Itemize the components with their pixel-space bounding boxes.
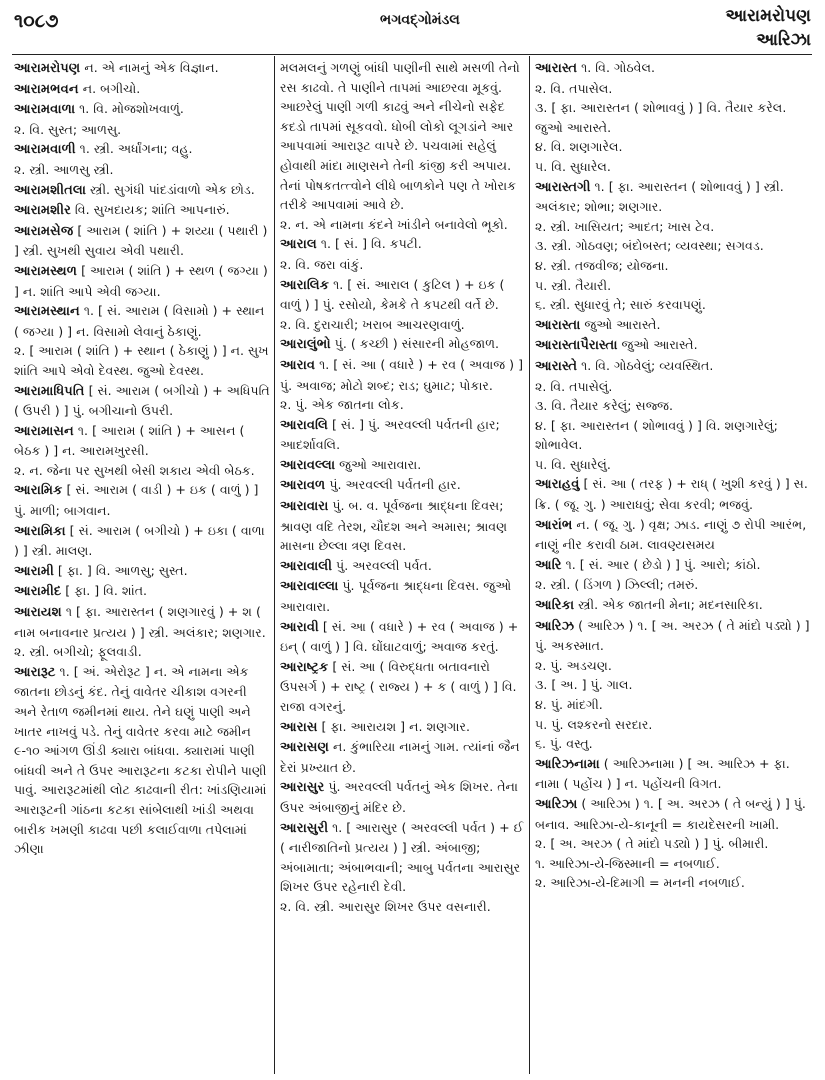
guide-word-first: આરામરોપણ: [725, 6, 811, 26]
dictionary-entry: [535, 474, 811, 514]
definition: ૨. [ આરામ ( શાંતિ ) + સ્થાન ( ઠેકાણું ) ] ન. સુખ શાંતિ આપે એવો દેવસ્થ. જુઓ દેવસ્થ.: [14, 343, 269, 378]
dictionary-entry: [535, 416, 811, 455]
dictionary-entry: [280, 315, 525, 335]
headword: આરાલિક: [280, 277, 330, 293]
definition: [ સં. આ ( વધારે ) + રવ ( અવાજ ) + ઇન્ ( વાળું ) ] વિ. ઘોંઘાટવાળું; અવાજ કરતું.: [280, 618, 519, 655]
dictionary-entry: [535, 377, 811, 397]
dictionary-entry: [14, 521, 270, 561]
definition: [ સં. આ ( તરફ ) + રાધ્ ( ખુશી કરવું ) ] સ. ક્રિ. ( જૂ. ગુ. ) આરાધવું; સેવા કરવી; ભજવું.: [535, 476, 808, 513]
headword: આરામભવન: [14, 81, 79, 97]
dictionary-entry: [535, 575, 811, 595]
definition: ૬. સ્ત્રી. સુધારવું તે; સારું કરવાપણું.: [535, 297, 706, 313]
definition: પું. અરવલ્લી પર્વતનું એક શિખર. તેના ઉપર અંબાજીનું મંદિર છે.: [280, 779, 519, 815]
definition: ૧. [ સં. આર ( છેડો ) ] પું. આરો; કાંઠો.: [565, 556, 761, 572]
dictionary-entry: [535, 58, 811, 79]
dictionary-entry: [535, 873, 811, 893]
dictionary-entry: [535, 854, 811, 874]
definition: ( આરિઝ ) ૧. [ અ. અરઝ ( તે માંદો પડ્યો ) ] પું. અકસ્માત.: [535, 617, 810, 654]
definition: ૨. ન. એ નામના કંદને ખાંડીને બનાવેલો ભૂકો.: [280, 216, 508, 232]
guide-word-last: આરિઝા: [756, 30, 811, 50]
headword: આરાસુરી: [280, 820, 329, 836]
definition: [ આરામ ( શાંતિ ) + શય્યા ( પથારી ) ] સ્ત્રી. સુખથી સુવાય એવી પથારી.: [14, 222, 268, 259]
dictionary-entry: [14, 79, 270, 100]
dictionary-entry: [280, 395, 525, 415]
dictionary-entry: [535, 794, 811, 834]
dictionary-entry: [280, 818, 525, 897]
headword: આરામસ્થાન: [14, 304, 80, 320]
definition: ૧. આરિઝા-યે-જિસ્માની = નબળાઈ.: [535, 855, 720, 871]
dictionary-entry: [14, 120, 270, 140]
dictionary-entry: [14, 461, 270, 481]
definition: ૧ [ ફા. આરાસ્તન ( શણગારવું ) + શ ( નામ બનાવનાર પ્રત્યય ) ] સ્ત્રી. અલંકાર; શણગાર.: [14, 604, 266, 640]
column-2: [280, 58, 525, 1076]
definition: સ્ત્રી. એક જાતની મેના; મદનસારિકા.: [578, 597, 763, 613]
dictionary-entry: [14, 662, 270, 859]
headword: આરાવાલ્લા: [280, 579, 339, 595]
dictionary-entry: [535, 236, 811, 256]
dictionary-entry: [535, 675, 811, 695]
definition: ૫. વિ. સુધારેલું.: [535, 456, 611, 472]
dictionary-entry: [535, 217, 811, 237]
headword: આરિઝા: [535, 796, 578, 812]
headword: આરાવ: [280, 357, 316, 373]
definition: પું. ( કચ્છી ) સંસારની મોહજાળ.: [334, 336, 500, 352]
headword: આરામશીર: [14, 203, 71, 219]
headword: આરાવલ્લા: [280, 457, 336, 473]
dictionary-entry: [535, 695, 811, 715]
dictionary-entry: [280, 777, 525, 817]
dictionary-entry: [280, 234, 525, 255]
dictionary-entry: [280, 275, 525, 315]
definition: ૨. પું. અડચણ.: [535, 657, 612, 673]
definition: પું. અરવલ્લી પર્વત.: [336, 557, 432, 573]
definition: ૧. [ આરામ ( શાંતિ ) + આસન ( બેઠક ) ] ન. આરામખુરસી.: [14, 422, 245, 459]
dictionary-entry: [280, 496, 525, 556]
headword: આરાસ્તગી: [535, 179, 591, 195]
definition: ૫. વિ. સુધારેલ.: [535, 158, 611, 174]
dictionary-entry: [14, 480, 270, 520]
dictionary-entry: [535, 356, 811, 377]
dictionary-entry: [14, 261, 270, 301]
definition: ( આરિઝનામા ) [ અ. આરિઝ + ફા. નામા ( પહોંચ ) ] ન. પહોંચની વિગત.: [535, 755, 790, 792]
dictionary-entry: [280, 255, 525, 275]
headword: આરિકા: [535, 598, 575, 614]
definition: ૨. સ્ત્રી. ( ડિંગળ ) ઝિલ્લી; તમરું.: [535, 577, 699, 593]
dictionary-entry: [14, 221, 270, 261]
definition: ૨. પું. એક જાતના લોક.: [280, 397, 404, 413]
definition: ૧. [ સં. આ ( વધારે ) + રવ ( અવાજ ) ] પું. અવાજ; મોટો શબ્દ; રાડ; ઘુમાટ; પોકાર.: [280, 356, 524, 393]
dictionary-entry: [280, 455, 525, 476]
dictionary-entry: [14, 180, 270, 201]
dictionary-entry: [280, 215, 525, 235]
definition: ૧. [ સં. ] વિ. કપટી.: [320, 236, 422, 252]
definition: [ ફા. ] વિ. આળસુ; સુસ્ત.: [57, 562, 188, 578]
dictionary-entry: [280, 576, 525, 616]
definition: ૩. [ ફા. આરાસ્તન ( શોભાવવું ) ] વિ. તૈયાર કરેલ. જુઓ આરાસ્તે.: [535, 100, 787, 135]
dictionary-entry: [535, 315, 811, 336]
dictionary-entry: [535, 616, 811, 656]
dictionary-entry: [14, 381, 270, 421]
definition: સ્ત્રી. સુગંધી પાંદડાંવાળો એક છોડ.: [90, 181, 255, 197]
headword: આરાહવું: [535, 477, 580, 493]
definition: જુઓ આરાવારા.: [339, 456, 422, 472]
dictionary-entry: [280, 897, 525, 917]
definition: ૨. સ્ત્રી. બગીચો; ફૂલવાડી.: [14, 644, 142, 660]
dictionary-entry: [14, 301, 270, 341]
headword: આરામીદ: [14, 584, 62, 600]
dictionary-entry: [14, 642, 270, 662]
column-1: [14, 58, 270, 1076]
dictionary-entry: [14, 561, 270, 582]
dictionary-entry: [14, 581, 270, 602]
dictionary-entry: [280, 355, 525, 395]
headword: આરાવળ: [280, 478, 326, 494]
definition: ૧. [ અં. એરોરૂટ ] ન. એ નામના એક જાતના છોડનું કંદ. તેનું વાવેતર ચીકાશ વગરની અને રેતાળ જમીનમાં થાય. તેને ઘણું પાણી અને ખાતર નાખવું પડે. તેનું વાવેતર કરવા માટે જમીન ૯-૧૦ આંગળ ઊંડી ક્યારા બાંધવા. ક્યારામાં પાણી બાંધવી અને તે ઉપર આરારૂટના કટકા રોપીને પાણી પાવું. આરારૂટમાંથી લોટ કાઢવાની રીત: ખાંડણિયામાં આરારૂટની ગાંઠના કટકા સાંબેલાથી ખાંડી અથવા બારીક ખમણી કાઢવા પછી કલાઈવાળા તપેલામાં ઝીણા: [14, 663, 267, 857]
headword: આરાલ: [280, 237, 317, 253]
definition: [ સં. આ ( વિરુદ્ધતા બતાવનારો ઉપસર્ગ ) + રાષ્ટ્ર ( રાજ્ય ) + ક ( વાળું ) ] વિ. રાજા વગરનું.: [280, 658, 517, 714]
dictionary-entry: [280, 657, 525, 717]
definition: ૬. પું. વસ્તુ.: [535, 736, 593, 752]
headword: આરાસણ: [280, 740, 330, 756]
headword: આરાલુંભો: [280, 337, 331, 353]
dictionary-entry: [535, 555, 811, 576]
dictionary-entry: [535, 834, 811, 854]
headword: આરાસ્તે: [535, 358, 578, 374]
headword: આરામરોપણ: [14, 61, 81, 76]
dictionary-entry: [280, 556, 525, 577]
headword: આરામસ્થળ: [14, 263, 78, 279]
definition: ( આરિઝા ) ૧. [ અ. અરઝ ( તે બન્યું ) ] પું. બનાવ. આરિઝા-યે-કાનૂની = કાયદેસરની ખામી.: [535, 795, 806, 832]
dictionary-entry: [535, 396, 811, 416]
headword: આરામાસન: [14, 423, 74, 439]
definition: ૧. સ્ત્રી. અર્ધાંગના; વહુ.: [79, 141, 193, 157]
headword: આરાંભ: [535, 517, 573, 533]
definition: ૨. સ્ત્રી. ખાસિયત; આદત; ખાસ ટેવ.: [535, 218, 715, 234]
dictionary-entry: [14, 200, 270, 221]
definition: ૨. આરિઝા-યે-દિમાગી = મનની નબળાઈ.: [535, 875, 745, 891]
headword: આરિઝ: [535, 618, 575, 634]
headword: આરામી: [14, 563, 54, 579]
dictionary-entry: [535, 256, 811, 276]
dictionary-entry: [14, 341, 270, 380]
dictionary-entry: [535, 177, 811, 217]
definition: ૪. સ્ત્રી. તજવીજ; યોજના.: [535, 257, 669, 273]
definition: ૨. વિ. તપાસેલું.: [535, 378, 613, 394]
header-rule: [12, 54, 812, 55]
headword: આરાસ્તા: [535, 317, 581, 333]
definition: ૪. વિ. શણગારેલ.: [535, 139, 623, 155]
headword: આરારૂટ: [14, 664, 56, 680]
headword: આરામશીતલા: [14, 182, 87, 198]
definition: [ આરામ ( શાંતિ ) + સ્થળ ( જગ્યા ) ] ન. શાંતિ આપે એવી જગ્યા.: [14, 262, 268, 299]
definition: જુઓ આરાસ્તે.: [584, 316, 661, 332]
definition: ૧. વિ. ગોઠવેલ.: [581, 60, 656, 75]
definition: ૨. વિ. દુરાચારી; ખરાબ આચરણવાળું.: [280, 316, 465, 332]
headword: આરાવારા: [280, 499, 329, 515]
dictionary-entry: [14, 99, 270, 120]
definition: ૨. સ્ત્રી. આળસુ સ્ત્રી.: [14, 161, 114, 177]
dictionary-entry: [14, 58, 270, 79]
definition: ૧. [ આરાસુર ( અરવલ્લી પર્વત ) + ઈ ( નારીજાતિનો પ્રત્યય ) ] સ્ત્રી. અંબાજી; અંબામાતા; અંબાભવાની; આબુ પર્વતના આરાસુર શિખર ઉપર રહેનારી દેવી.: [280, 819, 524, 895]
definition: પું. પૂર્વજના શ્રાદ્ધના દિવસ. જુઓ આરાવારા.: [280, 578, 512, 615]
definition: જુઓ આરાસ્તે.: [621, 337, 698, 353]
definition: ૧. વિ. મોજશોખવાળું.: [79, 101, 184, 117]
definition: વિ. સુખદાયક; શાંતિ આપનારું.: [74, 202, 230, 218]
dictionary-entry: [535, 157, 811, 177]
dictionary-entry: [535, 754, 811, 794]
headword: આરિ: [535, 557, 562, 573]
definition: ૩. સ્ત્રી. ગોઠવણ; બંદોબસ્ત; વ્યવસ્થા; સગવડ.: [535, 238, 764, 254]
dictionary-entry: [535, 515, 811, 555]
running-title: ભગવદ્ગોમંડલ: [380, 12, 460, 28]
headword: આરાવલિ: [280, 417, 328, 433]
page-header: [0, 0, 825, 60]
definition: ન. ( જૂ. ગુ. ) વૃક્ષ; ઝાડ. નાણું ૭ રોપી આરંભ, નાણું નીર કરાવી ઠામ. લાવણ્યસમય: [535, 516, 807, 553]
dictionary-entry: [280, 334, 525, 355]
definition: ૨. વિ. સ્ત્રી. આરાસુર શિખર ઉપર વસનારી.: [280, 898, 491, 914]
headword: આરાસ: [280, 719, 318, 735]
headword: આરાવાલી: [280, 558, 333, 574]
headword: આરામવાળી: [14, 142, 76, 158]
definition: ૨. ન. જેના પર સુખથી બેસી શકાય એવી બેઠક.: [14, 462, 255, 478]
column-3: [535, 58, 811, 1076]
dictionary-entry: [280, 415, 525, 455]
headword: આરાવી: [280, 619, 319, 635]
dictionary-entry: [280, 475, 525, 496]
definition: [ ફા. આરાયશ ] ન. શણગાર.: [321, 718, 470, 734]
headword: આરામવાળા: [14, 102, 76, 118]
definition: ૫. પું. લશ્કરનો સરદાર.: [535, 716, 653, 732]
dictionary-entry: [535, 276, 811, 296]
headword: આરાસ્ત: [535, 61, 578, 76]
column-divider: [274, 56, 275, 1074]
definition: [ સં. આરામ ( બગીચો ) + અધિપતિ ( ઉપરી ) ] પું. બગીચાનો ઉપરી.: [14, 382, 270, 419]
definition: પું. અરવલ્લી પર્વતની હાર.: [329, 477, 461, 493]
definition: [ સં. આરામ ( બગીચો ) + ઇકા ( વાળા ) ] સ્ત્રી. માલણ.: [14, 522, 265, 559]
headword: આરામિક: [14, 483, 63, 499]
headword: આરામિકા: [14, 523, 66, 539]
dictionary-entry: [535, 455, 811, 475]
definition: પું. બ. વ. પૂર્વજના શ્રાદ્ધના દિવસ; શ્રાવણ વદિ તેરશ, ચૌદશ અને અમાસ; શ્રાવણ માસના છેલ્લા ત્રણ દિવસ.: [280, 498, 508, 554]
dictionary-entry: [535, 595, 811, 616]
definition: ૧. [ સં. આરામ ( વિસામો ) + સ્થાન ( જગ્યા ) ] ન. વિસામો લેવાનું ઠેકાણું.: [14, 303, 265, 339]
dictionary-entry: [535, 656, 811, 676]
column-divider: [529, 56, 530, 1074]
dictionary-entry: [535, 137, 811, 157]
definition: ૨. [ અ. અરઝ ( તે માંદો પડ્યો ) ] પું. બીમારી.: [535, 836, 769, 852]
definition: ૧. [ ફા. આરાસ્તન ( શોભાવવું ) ] સ્ત્રી. અલંકાર; શોભા; શણગાર.: [535, 178, 784, 215]
definition: ૪. [ ફા. આરાસ્તન ( શોભાવવું ) ] વિ. શણગારેલું; શોભાવેલ.: [535, 417, 778, 453]
dictionary-entry: [535, 98, 811, 137]
dictionary-entry: [535, 295, 811, 315]
dictionary-entry: [535, 734, 811, 754]
dictionary-entry: [14, 160, 270, 180]
definition: ન. કુંભારિયા નામનું ગામ. ત્યાંનાં જૈન દેરાં પ્રખ્યાત છે.: [280, 739, 520, 775]
dictionary-entry: [14, 602, 270, 642]
definition: ૩. [ અ. ] પું. ગાલ.: [535, 677, 633, 693]
definition: ૧. વિ. ગોઠવેલું; વ્યવસ્થિત.: [581, 357, 714, 373]
dictionary-entry: [14, 139, 270, 160]
dictionary-entry: [280, 617, 525, 657]
definition: [ સં. આરામ ( વાડી ) + ઇક ( વાળું ) ] પું. માળી; બાગવાન.: [14, 482, 259, 519]
headword: આરાયશ: [14, 605, 62, 621]
definition: ૫. સ્ત્રી. તૈયારી.: [535, 277, 612, 293]
page-number: ૧૦૮૭: [14, 10, 59, 32]
dictionary-entry: [280, 737, 525, 777]
dictionary-entry: [14, 421, 270, 461]
definition: ૩. વિ. તૈયાર કરેલું; સજ્જ.: [535, 398, 674, 414]
definition: [ ફા. ] વિ. શાંત.: [65, 583, 148, 599]
headword: આરાસ્તાપૈરાસ્તા: [535, 338, 618, 354]
dictionary-entry: [535, 335, 811, 356]
headword: આરામસેજ: [14, 223, 74, 239]
definition: ૧. [ સં. આરાલ ( કુટિલ ) + ઇક ( વાળું ) ] પું. રસોયો, કેમકે તે કપટથી વર્તે છે.: [280, 276, 505, 313]
definition: ૨. વિ. જરા વાંકું.: [280, 256, 364, 272]
definition: ૨. વિ. તપાસેલ.: [535, 80, 613, 96]
definition: ૨. વિ. સુસ્ત; આળસુ.: [14, 121, 122, 137]
definition: ન. એ નામનું એક વિજ્ઞાન.: [84, 60, 219, 75]
dictionary-entry: [535, 79, 811, 99]
headword: આરિઝનામા: [535, 756, 600, 772]
dictionary-entry: [535, 715, 811, 735]
definition: ન. બગીચો.: [82, 80, 141, 96]
headword: આરાસુર: [280, 780, 325, 796]
definition: [ સં. ] પું. અરવલ્લી પર્વતની હાર; આદર્શાવલિ.: [280, 416, 500, 453]
headword: આરામાધિપતિ: [14, 383, 85, 399]
dictionary-entry: [280, 717, 525, 738]
definition: ૪. પું. માંદગી.: [535, 697, 603, 712]
definition: મલમલનું ગળણું બાંધી પાણીની સાથે મસળી તેનો રસ કાઢવો. તે પાણીને તાપમાં આછરવા મૂકવું. આછરેલું પાણી ગળી કાઢવું અને નીચેનો સફેદ કદડો તાપમાં સૂકવવો. ધોબી લોકો લૂગડાંને આર આપવામાં આરારૂટ વાપરે છે. પચવામાં સહેલું હોવાથી માંદા માણસને તેની કાંજી કરી અપાય. તેનાં પોષકતત્ત્વોને લીધે બાળકોને પણ તે ખોરાક તરીકે આપવામાં આવે છે.: [280, 60, 520, 213]
dictionary-entry: [280, 58, 525, 215]
headword: આરાષ્ટ્રક: [280, 659, 329, 675]
